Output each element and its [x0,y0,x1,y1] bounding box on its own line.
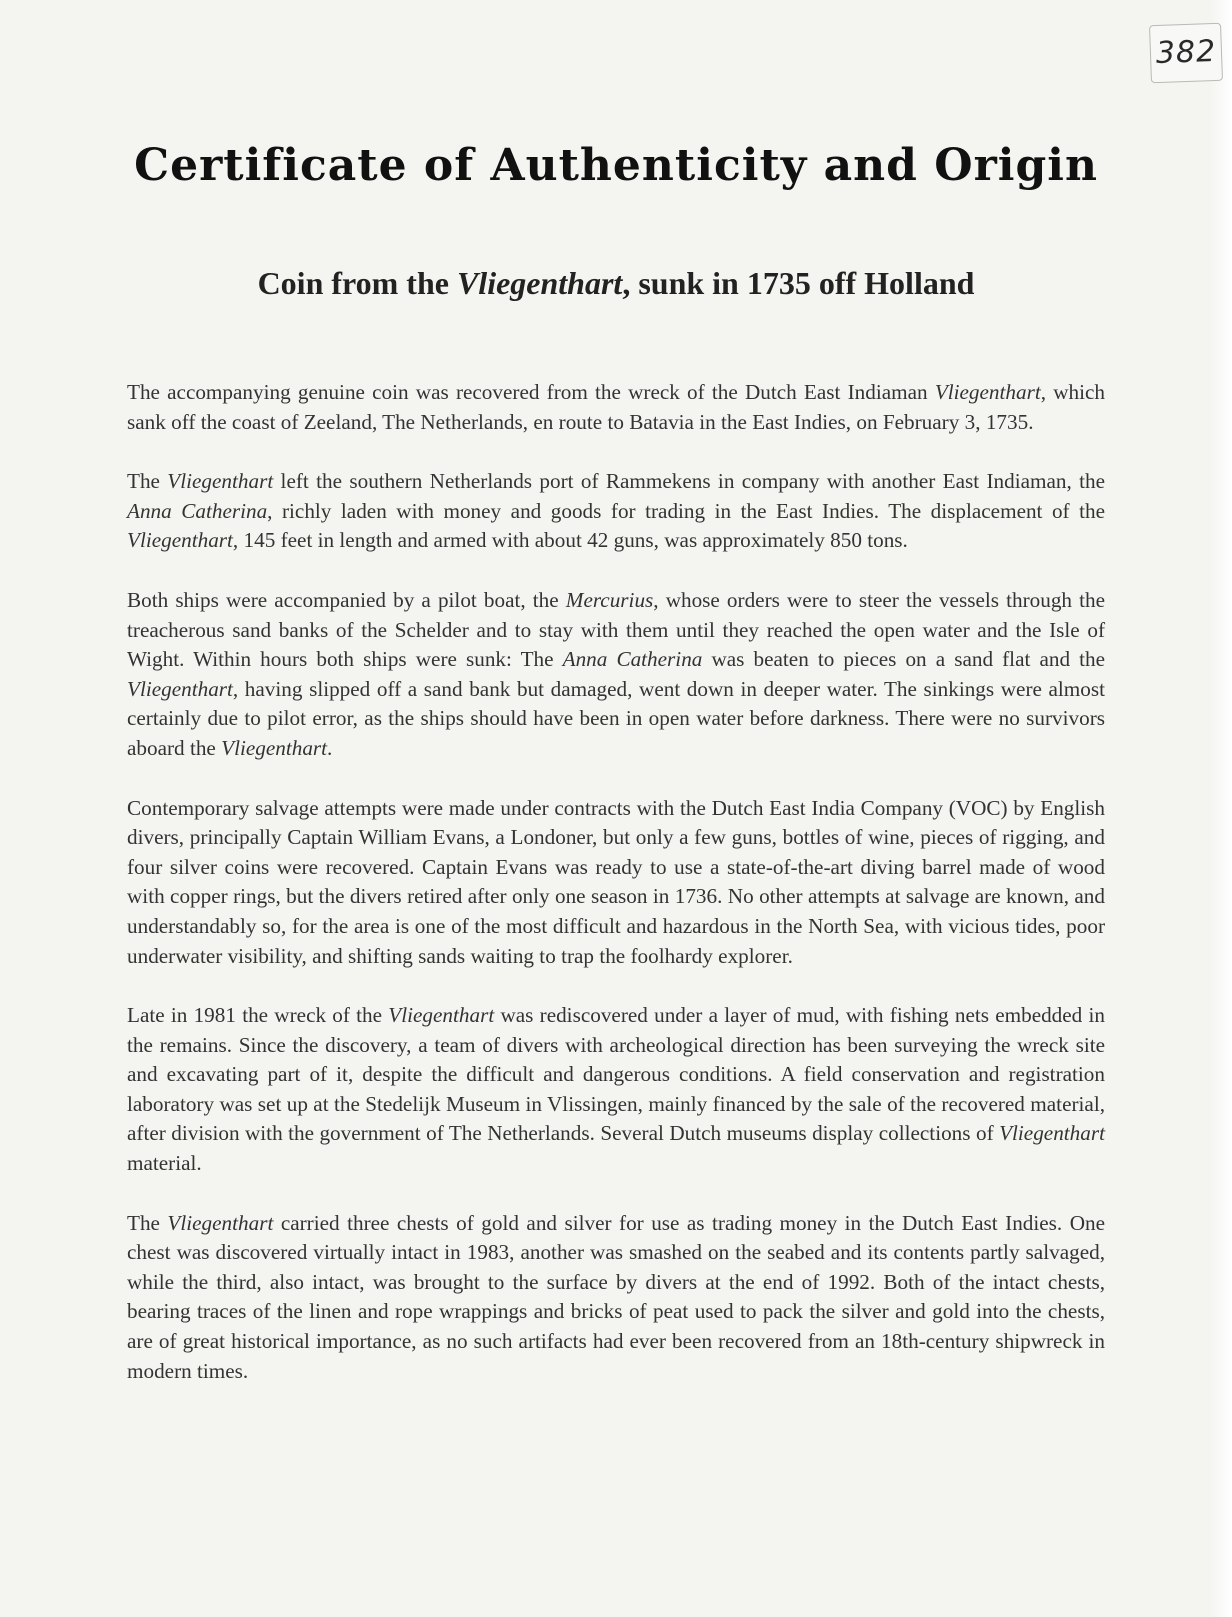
paragraph-text: was beaten to pieces on a sand flat and the [702,647,1106,672]
italic-ship-name: Vliegenthart [934,380,1041,404]
paragraph-text: The accompanying genuine coin was recovered from the wreck of the Dutch East Indiaman [127,380,935,404]
page-edge [1210,0,1232,1617]
paragraph-text: Late in 1981 the wreck of the [127,1003,389,1028]
italic-ship-name: Vliegenthart [127,676,233,701]
subtitle-suffix: , sunk in 1735 off Holland [622,265,975,301]
handwritten-page-number: 382 [1149,23,1223,83]
certificate-subtitle [100,265,1132,302]
italic-ship-name: Mercurius [565,587,654,612]
subtitle-ship-name: Vliegenthart [456,265,623,301]
italic-ship-name: Vliegenthart [167,469,274,494]
paragraph-text: , which sank off the coast of Zeeland, The Netherlands, en route to Batavia in the East Indies, on February 3, 1735. [127,380,1106,434]
paragraph-text: Contemporary salvage attempts were made under contracts with the Dutch East India Company (VOC) by English divers, principally Captain William Evans, a Londoner, but only a few guns, bottles of wine, pieces of rigging, and four silver coins were recovered. Captain Evans was ready to use a state-of-the-art diving barrel made of wood with copper rings, but the divers retired after only one season in 1736. No other attempts at salvage are known, and understandably so, for the area is one of the most difficult and hazardous in the North Sea, with vicious tides, poor underwater visibility, and shifting sands waiting to trap the foolhardy explorer. [127,795,1105,968]
body-paragraph [127,378,1105,437]
certificate-body [127,378,1105,1416]
body-paragraph [127,586,1105,764]
paragraph-text: , 145 feet in length and armed with about 42 guns, was approximately 850 tons. [232,528,908,553]
paragraph-text: left the southern Netherlands port of Rammekens in company with another East Indiaman, the [273,469,1105,494]
italic-ship-name: Anna Catherina [562,647,703,672]
paragraph-text: The [127,1210,168,1235]
paragraph-text: was rediscovered under a layer of mud, with fishing nets embedded in the remains. Since the discovery, a team of divers with archeological direction has been surveying the wreck site and excavating part of it, despite the difficult and dangerous conditions. A field conservation and registration laboratory was set up at the Stedelijk Museum in Vlissingen, mainly financed by the sale of the recovered material, after division with the government of The Netherlands. Several Dutch museums display collections of [127,1003,1105,1146]
paragraph-text: The [127,469,168,494]
certificate-title: Certificate of Authenticity and Origin [134,140,1098,191]
italic-ship-name: Vliegenthart [221,735,328,760]
paragraph-text: carried three chests of gold and silver for use as trading money in the Dutch East Indies. One chest was discovered virtually intact in 1983, another was smashed on the seabed and its contents partly salvaged, while the third, also intact, was brought to the surface by divers at the end of 1992. Both of the intact chests, bearing traces of the linen and rope wrappings and bricks of peat used to pack the silver and gold into the chests, are of great historical importance, as no such artifacts had ever been recovered from an 18th-century shipwreck in modern times. [127,1210,1105,1383]
paragraph-text: , having slipped off a sand bank but damaged, went down in deeper water. The sinkings were almost certainly due to pilot error, as the ships should have been in open water before darkness. There were no survivors aboard the [127,676,1105,760]
italic-ship-name: Anna Catherina [127,498,268,523]
italic-ship-name: Vliegenthart [167,1210,274,1235]
body-paragraph [127,794,1105,972]
body-paragraph [127,467,1105,556]
subtitle-prefix: Coin from the [257,265,457,301]
italic-ship-name: Vliegenthart [999,1121,1105,1146]
paragraph-text: Both ships were accompanied by a pilot boat, the [127,587,566,612]
body-paragraph [127,1001,1105,1179]
paragraph-text: , whose orders were to steer the vessels through the treacherous sand banks of the Schelder and to stay with them until they reached the open water and the Isle of Wight. Within hours both ships were sunk: The [127,587,1106,672]
paragraph-text: material. [127,1151,202,1176]
body-paragraph [127,1209,1105,1387]
italic-ship-name: Vliegenthart [127,528,233,553]
paragraph-text: , richly laden with money and goods for trading in the East Indies. The displacement of the [267,498,1106,523]
paragraph-text: . [327,735,333,760]
italic-ship-name: Vliegenthart [388,1003,495,1028]
